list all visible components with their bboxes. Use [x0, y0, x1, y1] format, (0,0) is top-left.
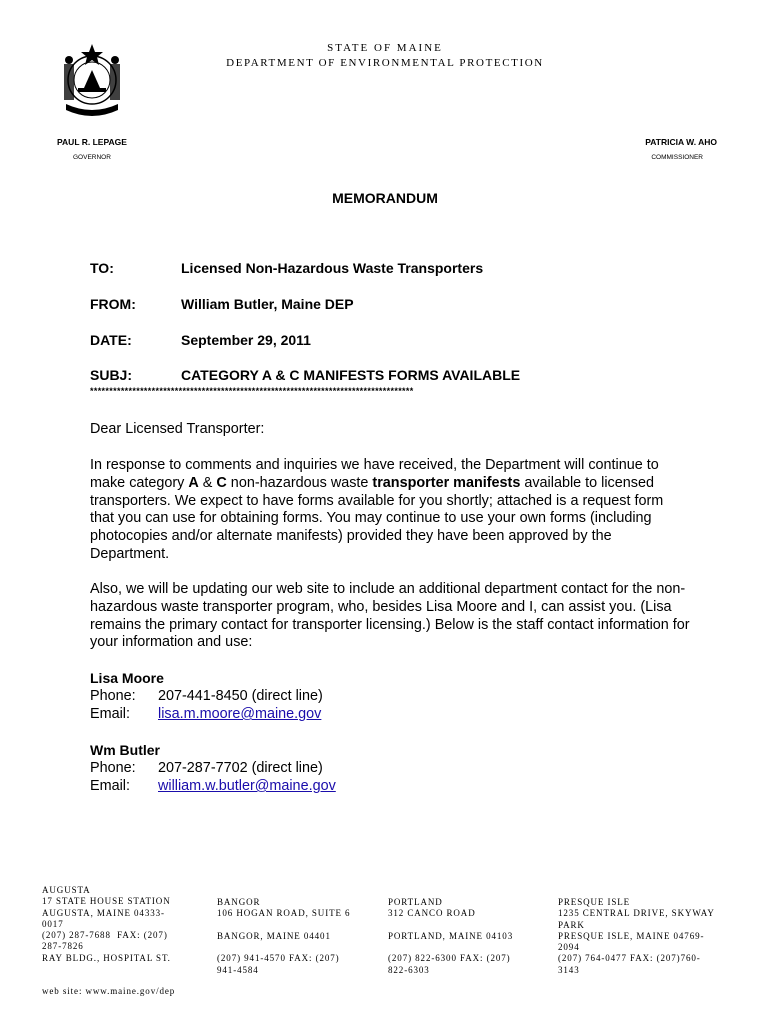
- date-label: DATE:: [90, 332, 132, 348]
- footer-line: 941-4584: [217, 964, 259, 975]
- phone-label: Phone:: [90, 760, 136, 776]
- footer-augusta: [42, 885, 171, 964]
- footer-line: 2094: [558, 942, 580, 953]
- date-value: September 29, 2011: [181, 332, 311, 348]
- governor-title: GOVERNOR: [73, 154, 111, 161]
- footer-line: [388, 942, 513, 953]
- p1-bold-c: C: [216, 474, 227, 491]
- footer-line: (207) 764-0477 FAX: (207)760-: [558, 953, 701, 964]
- contact-name: Lisa Moore: [90, 670, 164, 686]
- from-label: FROM:: [90, 296, 136, 312]
- footer-line: BANGOR: [217, 897, 261, 907]
- department-heading: DEPARTMENT OF ENVIRONMENTAL PROTECTION: [226, 57, 544, 69]
- footer-line: PORTLAND: [388, 897, 443, 907]
- seal-icon: [60, 42, 124, 118]
- phone-value: 207-441-8450 (direct line): [158, 688, 323, 704]
- governor-block: [57, 137, 127, 161]
- footer-line: 312 CANCO ROAD: [388, 908, 476, 919]
- p1-text-a: In response to comments and inquiries we have received, the Department will continue to make category: [90, 457, 659, 491]
- p1-text-c: available to licensed transporters. We expect to have forms available for you shortly; attached is a request form that you can use for obtaining forms. You may continue to use your own forms (including photocopies and/or alternate manifests) provided they have been approved by the Department.: [90, 474, 664, 562]
- footer-line: 822-6303: [388, 964, 430, 975]
- contact-email-row: [90, 778, 336, 794]
- governor-name: PAUL R. LEPAGE: [57, 137, 127, 147]
- footer-line: (207) 941-4570 FAX: (207): [217, 953, 340, 964]
- commissioner-title: COMMISSIONER: [651, 154, 703, 161]
- footer-line: 287-7826: [42, 941, 84, 952]
- footer-line: [217, 920, 350, 931]
- p1-amp: &: [198, 474, 217, 491]
- memo-subj-row: [90, 367, 520, 383]
- footer-line: AUGUSTA: [42, 885, 91, 895]
- contact-phone-row: [90, 688, 323, 704]
- to-label: TO:: [90, 260, 114, 276]
- contact-email-row: [90, 706, 321, 722]
- footer-line: AUGUSTA, MAINE 04333-: [42, 907, 165, 918]
- footer-website: web site: www.maine.gov/dep: [42, 986, 176, 996]
- paragraph-1: [90, 457, 690, 564]
- footer-line: (207) 822-6300 FAX: (207): [388, 953, 511, 964]
- footer-line: 1235 CENTRAL DRIVE, SKYWAY: [558, 908, 715, 919]
- state-heading: STATE OF MAINE: [327, 42, 443, 54]
- p1-bold-manifests: transporter manifests: [372, 474, 521, 491]
- paragraph-2: Also, we will be updating our web site to include an additional department contact for the non-hazardous waste transporter program, who, besides Lisa Moore and I, can assist you. (Lisa remains the primary contact for transporter licensing.) Below is the staff contact information for your information and use:: [90, 581, 690, 651]
- commissioner-name: PATRICIA W. AHO: [645, 137, 717, 147]
- separator-line: ************************************************************************************: [90, 386, 414, 396]
- footer-line: [217, 942, 350, 953]
- commissioner-block: [645, 137, 717, 161]
- email-label: Email:: [90, 778, 130, 794]
- subj-label: SUBJ:: [90, 367, 133, 383]
- email-link[interactable]: william.w.butler@maine.gov: [158, 778, 336, 794]
- email-link[interactable]: lisa.m.moore@maine.gov: [158, 706, 322, 722]
- footer-bangor: [217, 897, 350, 976]
- footer-line: BANGOR, MAINE 04401: [217, 930, 331, 941]
- p1-text-b: non-hazardous waste: [226, 474, 373, 491]
- to-value: Licensed Non-Hazardous Waste Transporters: [181, 260, 484, 276]
- state-seal: [60, 42, 124, 118]
- footer-line: PRESQUE ISLE: [558, 897, 631, 907]
- footer-presque-isle: [558, 897, 715, 976]
- footer-line: (207) 287-7688 FAX: (207): [42, 930, 168, 941]
- memo-title: MEMORANDUM: [332, 190, 438, 206]
- footer-line: 17 STATE HOUSE STATION: [42, 896, 171, 907]
- p1-bold-a: A: [188, 474, 199, 491]
- contact-phone-row: [90, 760, 323, 776]
- from-value: William Butler, Maine DEP: [181, 296, 354, 312]
- footer-line: 0017: [42, 918, 64, 929]
- footer-line: PRESQUE ISLE, MAINE 04769-: [558, 930, 705, 941]
- footer-line: 106 HOGAN ROAD, SUITE 6: [217, 908, 351, 919]
- footer-line: 3143: [558, 964, 580, 975]
- footer-line: RAY BLDG., HOSPITAL ST.: [42, 952, 171, 963]
- footer-line: [388, 920, 513, 931]
- contact-name: Wm Butler: [90, 742, 160, 758]
- phone-label: Phone:: [90, 688, 136, 704]
- memo-date-row: [90, 332, 311, 348]
- memo-from-row: [90, 296, 354, 312]
- footer-portland: [388, 897, 513, 976]
- subj-value: CATEGORY A & C MANIFESTS FORMS AVAILABLE: [181, 367, 521, 383]
- footer-line: PORTLAND, MAINE 04103: [388, 930, 514, 941]
- memo-to-row: [90, 260, 483, 276]
- phone-value: 207-287-7702 (direct line): [158, 760, 323, 776]
- email-label: Email:: [90, 706, 130, 722]
- footer-line: PARK: [558, 919, 585, 930]
- greeting: Dear Licensed Transporter:: [90, 421, 265, 437]
